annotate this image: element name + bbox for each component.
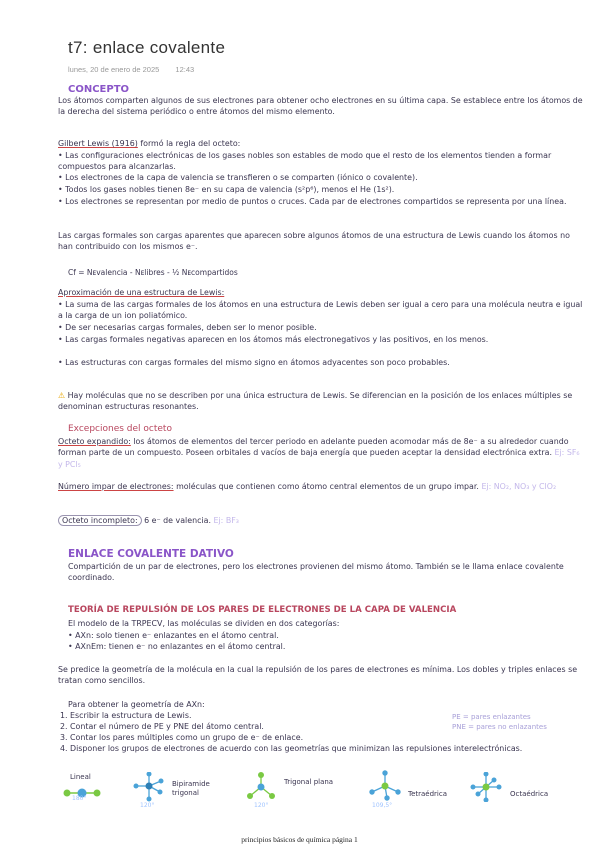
dativo-text: Compartición de un par de electrones, pero los electrones provienen del mismo átomo. También se le llama enlace covalente coordinado. <box>68 562 564 583</box>
numero-impar: Número impar de electrones: moléculas que contienen como átomo central elementos de un grupo impar. Ej: NO₂, NO₃ y ClO₂ <box>58 482 557 491</box>
trigonal-planar-icon: 120° Trigonal plana <box>246 772 276 806</box>
aprox-bullet: • La suma de las cargas formales de los átomos en una estructura de Lewis deben ser igual a cero para una molécula neutra e igual a la carga de un ion poliatómico. <box>58 300 583 321</box>
trigonal-bipyramid-icon: 120° Bipiramide trigonal <box>132 772 166 806</box>
page-date <box>68 65 208 74</box>
step-item: 2. Contar el número de PE y PNE del átomo central. <box>60 722 264 731</box>
lewis-bullet: • Todos los gases nobles tienen 8e⁻ en su capa de valencia (s²p⁶), menos el He (1s²). <box>58 185 395 194</box>
step-item: 1. Escribir la estructura de Lewis. <box>60 711 192 720</box>
page-footer: principios básicos de química página 1 <box>241 835 358 844</box>
lewis-title: Gilbert Lewis (1916) <box>58 139 138 148</box>
octeto-incompleto: Octeto incompleto: 6 e⁻ de valencia. Ej: BF₃ <box>58 515 583 526</box>
trpecv-cat: • AXn: solo tienen e⁻ enlazantes en el átomo central. <box>68 631 279 640</box>
aprox-bullet: • Las estructuras con cargas formales del mismo signo en átomos adyacentes son poco probables. <box>58 358 450 367</box>
tetrahedral-icon: 109,5° Tetraédrica <box>368 770 402 806</box>
excepciones-heading: Excepciones del octeto <box>68 424 172 434</box>
time-text: 12:43 <box>175 65 195 74</box>
aprox-bullet: • Las cargas formales negativas aparecen en los átomos más electronegativos y las positivos, en los menos. <box>58 335 489 344</box>
lewis-bullet: • Los electrones de la capa de valencia se transfieren o se comparten (iónico o covalente). <box>58 173 418 182</box>
trpecv-predice: Se predice la geometría de la molécula en la cual la repulsión de los pares de electrones es mínima. Los dobles y triples enlaces se tratan como sencillos. <box>58 665 578 686</box>
date-text: lunes, 20 de enero de 2025 <box>68 65 160 74</box>
aproximacion-title: Aproximación de una estructura de Lewis: <box>58 288 225 297</box>
step-item: 4. Disponer los grupos de electrones de acuerdo con las geometrías que minimizan las repulsiones interelectrónicas. <box>60 744 523 753</box>
step-item: 3. Contar los pares múltiples como un grupo de e⁻ de enlace. <box>60 733 304 742</box>
resonance-text: ⚠ Hay moléculas que no se describen por una única estructura de Lewis. Se diferencian en la posición de los enlaces múltiples se denominan estructuras resonantes. <box>58 391 573 412</box>
concepto-heading: CONCEPTO <box>68 84 130 95</box>
aprox-bullet: • De ser necesarias cargas formales, deben ser lo menor posible. <box>58 323 317 332</box>
legend-pne: PNE = pares no enlazantes <box>452 723 547 731</box>
lewis-rule-line <box>58 138 583 149</box>
cargas-formales-text: Las cargas formales son cargas aparentes que aparecen sobre algunos átomos de una estructura de Lewis cuando los átomos no han contribuido con los mismos e⁻. <box>58 231 570 252</box>
trpecv-heading: TEORÍA DE REPULSIÓN DE LOS PARES DE ELECTRONES DE LA CAPA DE VALENCIA <box>68 605 457 615</box>
trpecv-intro: El modelo de la TRPECV, las moléculas se dividen en dos categorías: <box>68 619 340 628</box>
pe-pne-legend <box>452 712 547 732</box>
lewis-rest: formó la regla del octeto: <box>137 139 241 148</box>
carga-formal-formula: Cf = Nᴇvalencia - Nᴇlibres - ½ Nᴇcompartidos <box>68 268 238 277</box>
warning-icon: ⚠ <box>58 391 66 400</box>
legend-pe: PE = pares enlazantes <box>452 713 531 721</box>
octeto-expandido: Octeto expandido: los átomos de elementos del tercer periodo en adelante pueden acomodar más de 8e⁻ a su alrededor cuando forman parte de un compuesto. Poseen orbitales d vacíos de baja energía que pueden aceptar la densidad electrónica extra. Ej: SF₆ y PCl₅ <box>58 437 580 469</box>
lewis-bullet: • Los electrones se representan por medio de puntos o cruces. Cada par de electrones compartidos se representa por una línea. <box>58 197 567 206</box>
page-title: t7: enlace covalente <box>68 38 226 57</box>
concepto-text: Los átomos comparten algunos de sus electrones para obtener ocho electrones en su última capa. Se establece entre los átomos de la derecha del sistema periódico o entre átomos del mismo elemento. <box>58 96 583 117</box>
octahedral-icon: Octaédrica <box>470 772 502 806</box>
notebook-page: t7: enlace covalente lunes, 20 de enero de 2025 12:43 CONCEPTO Los átomos comparten algunos de sus electrones para obtener ocho electrones en su última capa. Se establece entre los átomos de la derecha del sistema periódico o entre átomos del mismo elemento. Gilbert Lewis (1916) formó la regla del octeto: • Las configuraciones electrónicas de los gases nobles son estables de modo que el resto de los elementos tienden a formar compuestos para alcanzarlas. • Los electrones de la capa de valencia se transfieren o se comparten (iónico o covalente). • Todos los gases nobles tienen 8e⁻ en su capa de valencia (s²p⁶), menos el He (1s²). • Los electrones se representan por medio de puntos o cruces. Cada par de electrones compartidos se representa por una línea. Las cargas formales son cargas aparentes que aparecen sobre algunos átomos de una estructura de Lewis cuando los átomos no han contribuido con los mismos e⁻. Cf = Nᴇvalencia - Nᴇlibres - ½ Nᴇcompartidos Aproximación de una estructura de Lewis: • La suma de las cargas formales de los átomos en una estructura de Lewis deben ser igual a cero para una molécula neutra e igual a la carga de un ion poliatómico. • De ser necesarias cargas formales, deben ser lo menor posible. • Las cargas formales negativas aparecen en los átomos más electronegativos y las positivos, en los menos. • Las estructuras con cargas formales del mismo signo en átomos adyacentes son poco probables. ⚠ Hay moléculas que no se describen por una única estructura de Lewis. Se diferencian en la posición de los enlaces múltiples se denominan estructuras resonantes. Excepciones del octeto Octeto expandido: los átomos de elementos del tercer periodo en adelante pueden acomodar más de 8e⁻ a su alrededor cuando forman parte de un compuesto. Poseen orbitales d vacíos de baja energía que pueden aceptar la densidad electrónica extra. Ej: SF₆ y PCl₅ Número impar de electrones: moléculas que contienen como átomo central elementos de un grupo impar. Ej: NO₂, NO₃ y ClO₂ Octeto incompleto: 6 e⁻ de valencia. Ej: BF₃ ENLACE COVALENTE DATIVO Compartición de un par de electrones, pero los electrones provienen del mismo átomo. También se le llama enlace covalente coordinado. TEORÍA DE REPULSIÓN DE LOS PARES DE ELECTRONES DE LA CAPA DE VALENCIA El modelo de la TRPECV, las moléculas se dividen en dos categorías: • AXn: solo tienen e⁻ enlazantes en el átomo central. • AXnEm: tienen e⁻ no enlazantes en el átomo central. Se predice la geometría de la molécula en la cual la repulsión de los pares de electrones es mínima. Los dobles y triples enlaces se tratan como sencillos. Para obtener la geometría de AXn: 1. Escribir la estructura de Lewis. 2. Contar el número de PE y PNE del átomo central. 3. Contar los pares múltiples como un grupo de e⁻ de enlace. 4. Disponer los grupos de electrones de acuerdo con las geometrías que minimizan las repulsiones interelectrónicas. PE = pares enlazantes PNE = pares no enlazantes Lineal 180° 120° Bipiramide trigonal 120° Trigonal plana 109,5° Tetraédrica Octaédrica principios básicos de química página 1 <box>0 0 599 848</box>
trpecv-cat: • AXnEm: tienen e⁻ no enlazantes en el átomo central. <box>68 642 286 651</box>
steps-title: Para obtener la geometría de AXn: <box>68 700 205 709</box>
dativo-heading: ENLACE COVALENTE DATIVO <box>68 548 234 560</box>
lewis-bullet: • Las configuraciones electrónicas de los gases nobles son estables de modo que el resto de los elementos tienden a formar compuestos para alcanzarlas. <box>58 151 552 172</box>
